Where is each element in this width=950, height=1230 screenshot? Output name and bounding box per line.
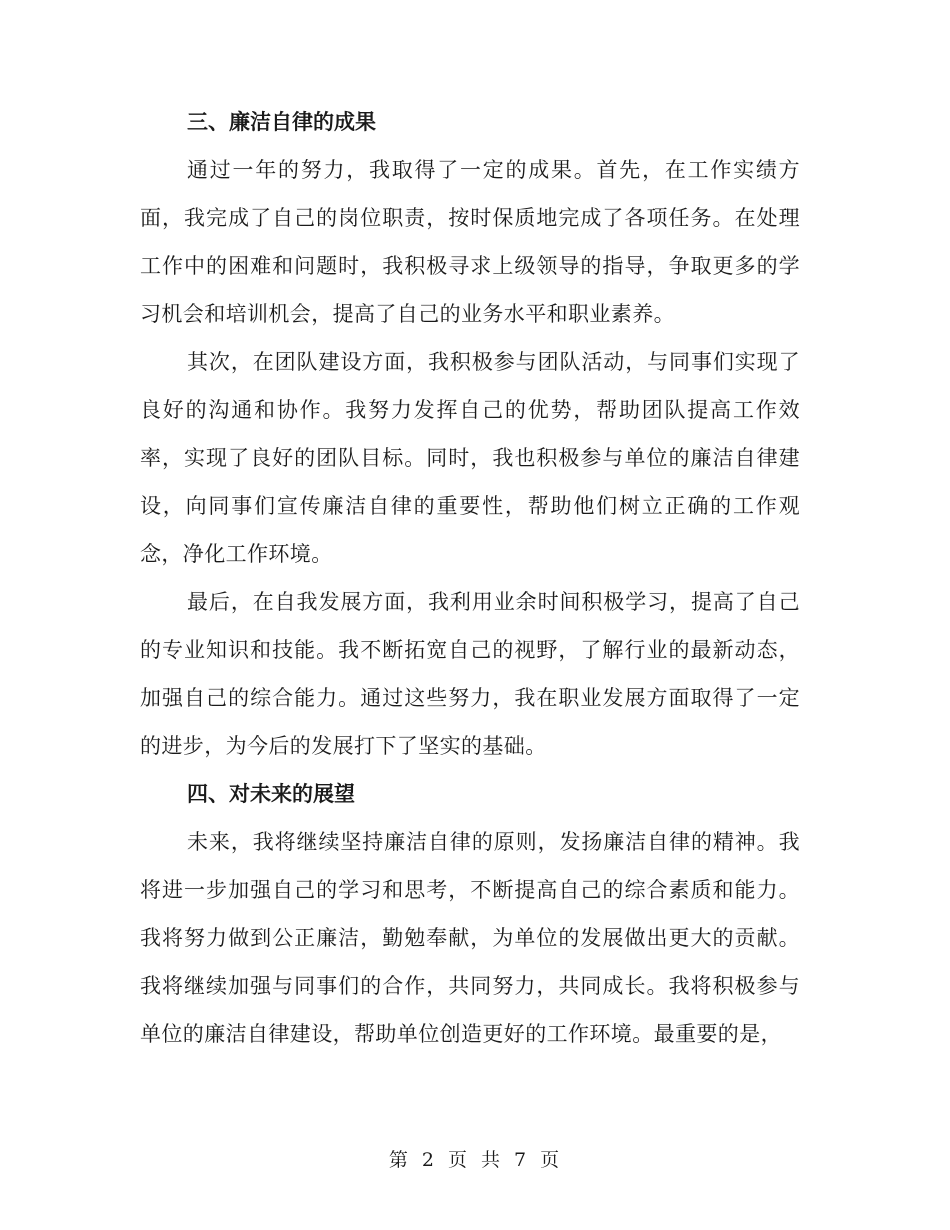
document-body [140,98,800,1058]
paragraph: 最后，在自我发展方面，我利用业余时间积极学习，提高了自己的专业知识和技能。我不断拓宽自己的视野，了解行业的最新动态，加强自己的综合能力。通过这些努力，我在职业发展方面取得了一定的进步，为今后的发展打下了坚实的基础。 [140,590,800,758]
paragraph: 其次，在团队建设方面，我积极参与团队活动，与同事们实现了良好的沟通和协作。我努力发挥自己的优势，帮助团队提高工作效率，实现了良好的团队目标。同时，我也积极参与单位的廉洁自律建设，向同事们宣传廉洁自律的重要性，帮助他们树立正确的工作观念，净化工作环境。 [140,350,800,566]
paragraph: 通过一年的努力，我取得了一定的成果。首先，在工作实绩方面，我完成了自己的岗位职责，按时保质地完成了各项任务。在处理工作中的困难和问题时，我积极寻求上级领导的指导，争取更多的学习机会和培训机会，提高了自己的业务水平和职业素养。 [140,158,800,326]
page-number-footer: 第 2 页 共 7 页 [388,1149,562,1171]
section-heading-outlook: 四、对未来的展望 [187,781,355,806]
paragraph: 未来，我将继续坚持廉洁自律的原则，发扬廉洁自律的精神。我将进一步加强自己的学习和思考，不断提高自己的综合素质和能力。我将努力做到公正廉洁，勤勉奉献，为单位的发展做出更大的贡献。我将继续加强与同事们的合作，共同努力，共同成长。我将积极参与单位的廉洁自律建设，帮助单位创造更好的工作环境。最重要的是， [140,830,800,1046]
section-heading-achievements: 三、廉洁自律的成果 [187,109,376,134]
